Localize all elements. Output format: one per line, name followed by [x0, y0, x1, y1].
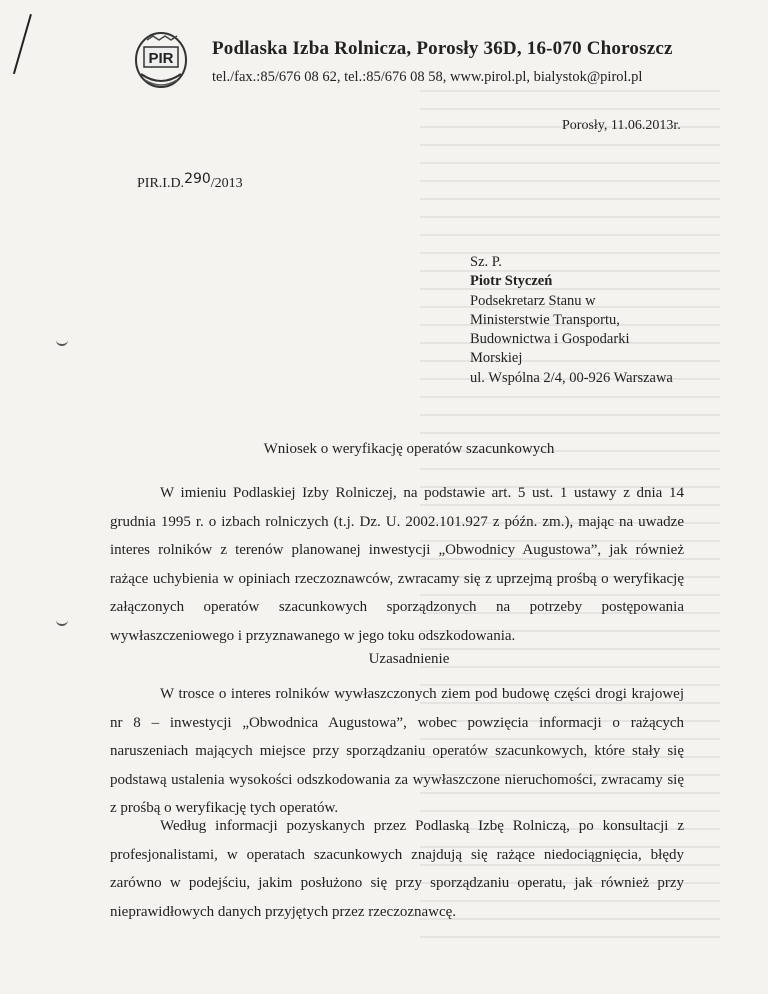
body-paragraph: Według informacji pozyskanych przez Podlaską Izbę Rolniczą, po konsultacji z profesjonalistami, w operatach szacunkowych znajdują się rażące niedociągnięcia, błędy zarówno w podejściu, jakim posłużono się przy sporządzaniu operatu, jak również przy nieprawidłowych danych przyjętych przez rzeczoznawcę.	[110, 818, 684, 920]
recipient-line: ul. Wspólna 2/4, 00-926 Warszawa	[470, 369, 673, 386]
justification-heading: Uzasadnienie	[368, 651, 450, 667]
handwritten-slash-mark	[13, 14, 32, 74]
pir-logo-icon	[133, 30, 189, 90]
body-paragraph: W trosce o interes rolników wywłaszczonych ziem pod budowę części drogi krajowej nr 8 – inwestycji „Obwodnica Augustowa”, wobec powzięcia informacji o rażących naruszeniach mających miejsce przy sporządzaniu operatów szacunkowych, które stały się podstawą ustalenia wysokości odszkodowania za wywłaszczone nieruchomości, zwracamy się z prośbą o weryfikację tych operatów.	[110, 686, 684, 817]
contact-line: tel./fax.:85/676 08 62, tel.:85/676 08 58, www.pirol.pl, bialystok@pirol.pl	[212, 69, 643, 85]
recipient-line: Budownictwa i Gospodarki	[470, 331, 630, 348]
recipient-name: Piotr Styczeń	[470, 273, 553, 290]
recipient-salutation: Sz. P.	[470, 254, 502, 270]
handwritten-number: 290	[184, 171, 211, 187]
recipient-line: Morskiej	[470, 350, 523, 367]
reference-number	[137, 171, 243, 192]
recipient-line: Podsekretarz Stanu w	[470, 292, 596, 309]
recipient-address	[470, 253, 673, 388]
svg-text:PIR: PIR	[148, 50, 174, 67]
organization-header: Podlaska Izba Rolnicza, Porosły 36D, 16-070 Choroszcz	[212, 38, 673, 59]
body-paragraph: W imieniu Podlaskiej Izby Rolniczej, na podstawie art. 5 ust. 1 ustawy z dnia 14 grudnia 1995 r. o izbach rolniczych (t.j. Dz. U. 2002.101.927 z późn. zm.), mając na uwadze interes rolników z terenów planowanej inwestycji „Obwodnicy Augustowa”, jak również rażące uchybienia w opiniach rzeczoznawców, zwracamy się z uprzejmą prośbą o weryfikację załączonych operatów szacunkowych sporządzonych na potrzeby postępowania wywłaszczeniowego i przyznawanego w jego toku odszkodowania.	[110, 485, 684, 644]
recipient-line: Ministerstwie Transportu,	[470, 311, 620, 328]
document-date: Porosły, 11.06.2013r.	[562, 118, 681, 133]
reference-suffix: /2013	[210, 176, 243, 191]
punch-hole-mark	[56, 336, 68, 346]
reference-prefix: PIR.I.D.	[137, 176, 185, 191]
punch-hole-mark	[56, 616, 68, 626]
subject-heading: Wniosek o weryfikację operatów szacunkowych	[263, 441, 555, 457]
